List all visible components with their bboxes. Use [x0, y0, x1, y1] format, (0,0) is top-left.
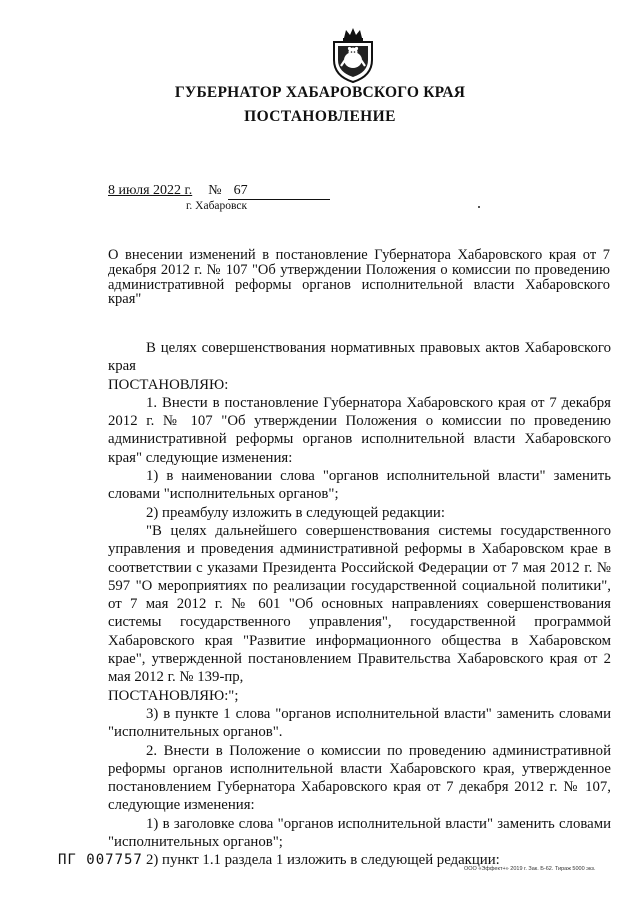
quoted-preamble: "В целях дальнейшего совершенствования системы государственного управления и проведения административной реформы в Хабаровском крае в соответствии с указами Президента Российской Федерации от 7 мая 2012 г. № 597 "О мероприятиях по реализации государственной социальной политики", от 7 мая 2012 г. № 601 "Об основных направлениях совершенствования системы государственного управления", государственной программой Хабаровского края "Развитие информационного общества в Хабаровском крае", утвержденной постановлением Правительства Хабаровского края от 2 мая 2012 г. № 139-пр,: [108, 522, 611, 686]
resolution-word: ПОСТАНОВЛЯЮ:: [108, 376, 229, 393]
number-sign: №: [208, 183, 222, 198]
document-body: [108, 339, 611, 870]
date-number-line: [108, 183, 330, 200]
form-serial-number: ПГ 007757: [58, 852, 143, 868]
clause-2: 2. Внести в Положение о комиссии по проведению административной реформы органов исполнительной власти Хабаровского края, утвержденное постановлением Губернатора Хабаровского края от 7 декабря 2012 г. № 107, следующие изменения:: [108, 742, 611, 814]
printer-info: ООО «Эффект+» 2019 г. Зак. Б-62. Тираж 5000 экз.: [464, 866, 596, 872]
document-number: 67: [228, 183, 330, 200]
clause-1: 1. Внести в постановление Губернатора Хабаровского края от 7 декабря 2012 г. № 107 "Об утверждении Положения о комиссии по проведению административной реформы органов исполнительной власти Хабаровского края" следующие изменения:: [108, 394, 611, 466]
document-type-heading: ПОСТАНОВЛЕНИЕ: [244, 108, 396, 125]
document-subject: О внесении изменений в постановление Губернатора Хабаровского края от 7 декабря 2012 г. № 107 "Об утверждении Положения о комиссии по проведению административной реформы органов исполнительной власти Хабаровского края": [108, 247, 610, 308]
clause-2-item-1: 1) в заголовке слова "органов исполнительной власти" заменить словами "исполнительных органов";: [108, 815, 611, 851]
clause-1-item-2: 2) преамбулу изложить в следующей редакции:: [146, 504, 445, 521]
document-city: г. Хабаровск: [186, 200, 248, 212]
document-date: 8 июля 2022 г.: [108, 183, 193, 198]
authority-heading: ГУБЕРНАТОР ХАБАРОВСКОГО КРАЯ: [174, 84, 466, 101]
clause-1-item-3: 3) в пункте 1 слова "органов исполнительной власти" заменить словами "исполнительных органов".: [108, 705, 611, 741]
stray-mark: [478, 206, 480, 208]
coat-of-arms-icon: [330, 26, 376, 84]
clause-1-item-1: 1) в наименовании слова "органов исполнительной власти" заменить словами "исполнительных органов";: [108, 468, 611, 503]
preamble: В целях совершенствования нормативных правовых актов Хабаровского края: [108, 340, 611, 375]
quoted-resolution-word: ПОСТАНОВЛЯЮ:";: [108, 687, 239, 704]
clause-2-item-2: 2) пункт 1.1 раздела 1 изложить в следующей редакции:: [146, 852, 500, 869]
